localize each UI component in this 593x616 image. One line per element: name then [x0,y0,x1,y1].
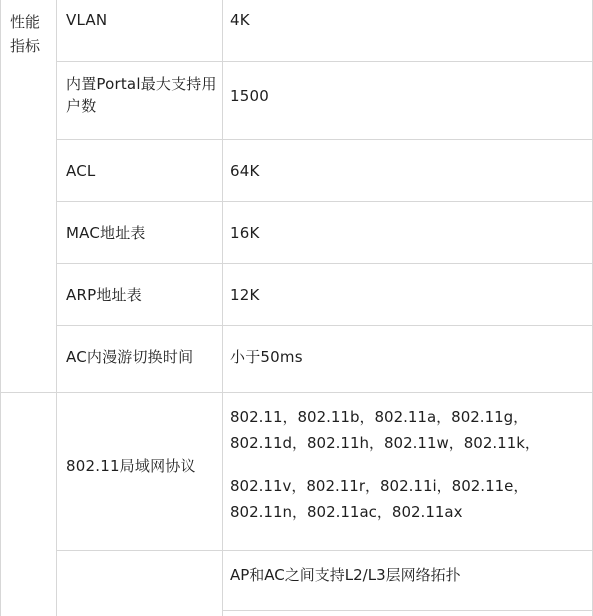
row-divider [56,61,593,62]
spec-value-topology: AP和AC之间支持L2/L3层网络拓扑 [230,566,461,584]
spec-label-wlan-protocol: 802.11局域网协议 [66,457,196,475]
spec-value-roaming-time: 小于50ms [230,348,303,366]
spec-value-portal-users: 1500 [230,87,269,105]
row-divider [56,550,593,551]
spec-label-roaming-time: AC内漫游切换时间 [66,348,194,366]
row-divider [56,201,593,202]
spec-value-wlan-protocol-line: 802.11d，802.11h，802.11w，802.11k， [230,434,540,452]
row-divider [56,325,593,326]
table-border-category [56,0,57,616]
table-border-left [0,0,1,616]
table-border-label [222,0,223,616]
spec-label-vlan: VLAN [66,11,108,29]
row-divider [56,263,593,264]
spec-value-arp-table: 12K [230,286,260,304]
spec-label-acl: ACL [66,162,96,180]
spec-label-mac-table: MAC地址表 [66,224,146,242]
spec-value-wlan-protocol-line: 802.11，802.11b，802.11a，802.11g， [230,408,529,426]
spec-value-mac-table: 16K [230,224,260,242]
spec-label-arp-table: ARP地址表 [66,286,142,304]
row-divider [222,610,593,611]
spec-value-wlan-protocol-line: 802.11n，802.11ac，802.11ax [230,503,463,521]
section-divider [0,392,593,393]
spec-value-wlan-protocol-line: 802.11v，802.11r，802.11i，802.11e， [230,477,529,495]
spec-label-portal-users: 内置Portal最大支持用户数 [66,75,217,115]
spec-value-vlan: 4K [230,11,250,29]
spec-value-acl: 64K [230,162,260,180]
row-divider [56,139,593,140]
category-performance: 性能指标 [10,13,41,55]
